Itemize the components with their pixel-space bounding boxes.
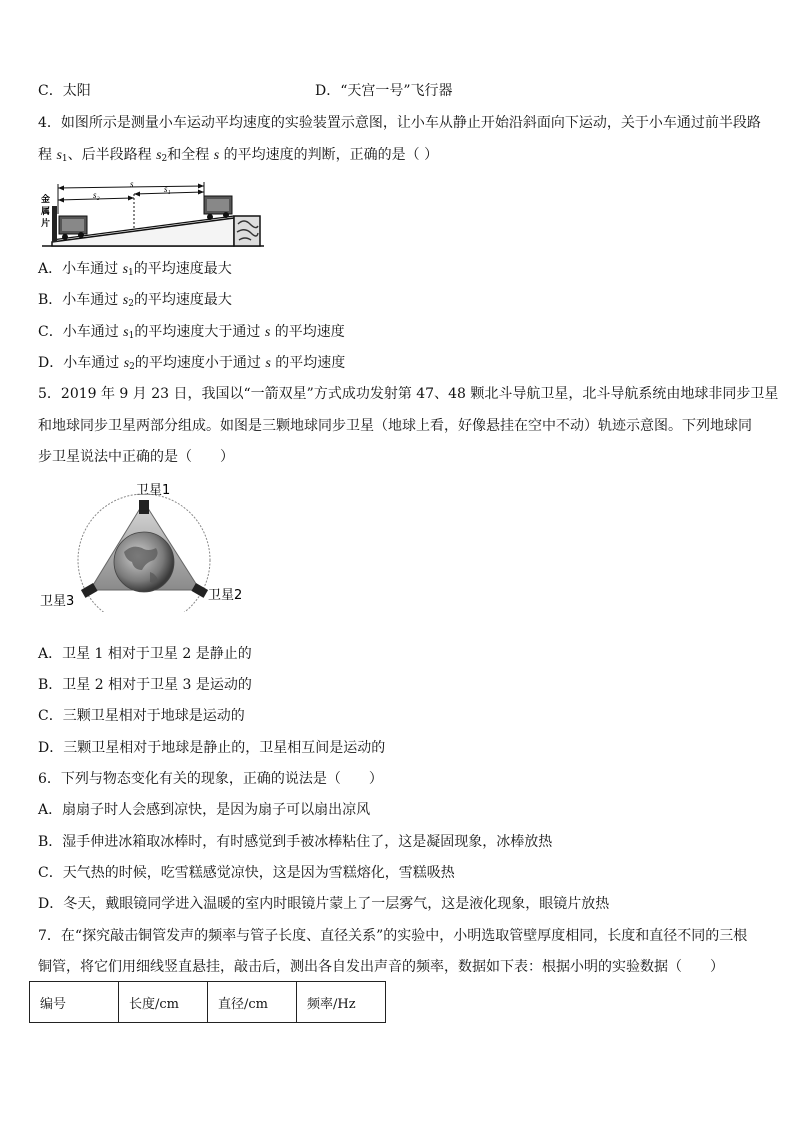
q5-option-c: C．三颗卫星相对于地球是运动的 (38, 708, 245, 724)
q5-option-b: B．卫星 2 相对于卫星 3 是运动的 (38, 677, 252, 693)
q5-stem-line3: 步卫星说法中正确的是（ ） (38, 449, 234, 465)
incline-cart-figure (38, 180, 266, 248)
q3-option-d: D．“天宫一号”飞行器 (315, 83, 453, 99)
header-frequency: 频率/Hz (297, 982, 386, 1023)
satellites-figure (38, 478, 258, 612)
q5-option-a: A．卫星 1 相对于卫星 2 是静止的 (38, 646, 252, 662)
q7-data-table (29, 981, 386, 1023)
q6-option-d: D．冬天，戴眼镜同学进入温暖的室内时眼镜片蒙上了一层雾气，这是液化现象，眼镜片放热 (38, 896, 610, 912)
label-s1: s₁ (164, 184, 171, 194)
q4-option-a: A．小车通过 $s_1$的平均速度最大 (38, 261, 232, 278)
label-s: s (130, 180, 134, 189)
q4-stem-line2: 程 $s_1$、后半段路程 $s_2$和全程 s 的平均速度的判断，正确的是（ ） (38, 147, 439, 164)
q4-option-d: D．小车通过 $s_2$的平均速度小于通过 s 的平均速度 (38, 355, 346, 372)
metal-plate-label-3: 片 (41, 219, 51, 229)
q3-option-c: C．太阳 (38, 83, 91, 99)
q6-option-b: B．湿手伸进冰箱取冰棒时，有时感觉到手被冰棒粘住了，这是凝固现象，冰棒放热 (38, 834, 553, 850)
header-length: 长度/cm (119, 982, 208, 1023)
q6-stem: 6．下列与物态变化有关的现象，正确的说法是（ ） (38, 771, 383, 787)
header-id: 编号 (30, 982, 119, 1023)
satellite-3-label: 卫星3 (40, 594, 75, 609)
satellite-2-label: 卫星2 (208, 588, 243, 603)
satellite-1-label: 卫星1 (136, 483, 171, 498)
label-s2: s₂ (93, 190, 100, 200)
q5-stem-line2: 和地球同步卫星两部分组成。如图是三颗地球同步卫星（地球上看，好像悬挂在空中不动）轨迹示意图。下列地球同 (38, 418, 752, 434)
q6-option-a: A．扇扇子时人会感到凉快，是因为扇子可以扇出凉风 (38, 802, 371, 818)
q4-stem-line1: 4．如图所示是测量小车运动平均速度的实验装置示意图，让小车从静止开始沿斜面向下运动，关于小车通过前半段路 (38, 115, 761, 131)
q5-stem-line1: 5．2019 年 9 月 23 日，我国以“一箭双星”方式成功发射第 47、48 颗北斗导航卫星，北斗导航系统由地球非同步卫星 (38, 386, 779, 402)
q7-stem-line1: 7．在“探究敲击铜管发声的频率与管子长度、直径关系”的实验中，小明选取管壁厚度相同，长度和直径不同的三根 (38, 928, 748, 944)
header-diameter: 直径/cm (208, 982, 297, 1023)
q4-option-b: B．小车通过 $s_2$的平均速度最大 (38, 292, 232, 309)
table-header-row (30, 982, 386, 1023)
metal-plate-label-1: 金 (41, 195, 51, 205)
q4-option-c: C．小车通过 $s_1$的平均速度大于通过 s 的平均速度 (38, 324, 345, 341)
metal-plate-label-2: 属 (41, 207, 51, 217)
q7-stem-line2: 铜管，将它们用细线竖直悬挂，敲击后，测出各自发出声音的频率，数据如下表：根据小明的实验数据（ ） (38, 959, 724, 975)
q5-option-d: D．三颗卫星相对于地球是静止的，卫星相互间是运动的 (38, 740, 386, 756)
q6-option-c: C．天气热的时候，吃雪糕感觉凉快，这是因为雪糕熔化，雪糕吸热 (38, 865, 455, 881)
